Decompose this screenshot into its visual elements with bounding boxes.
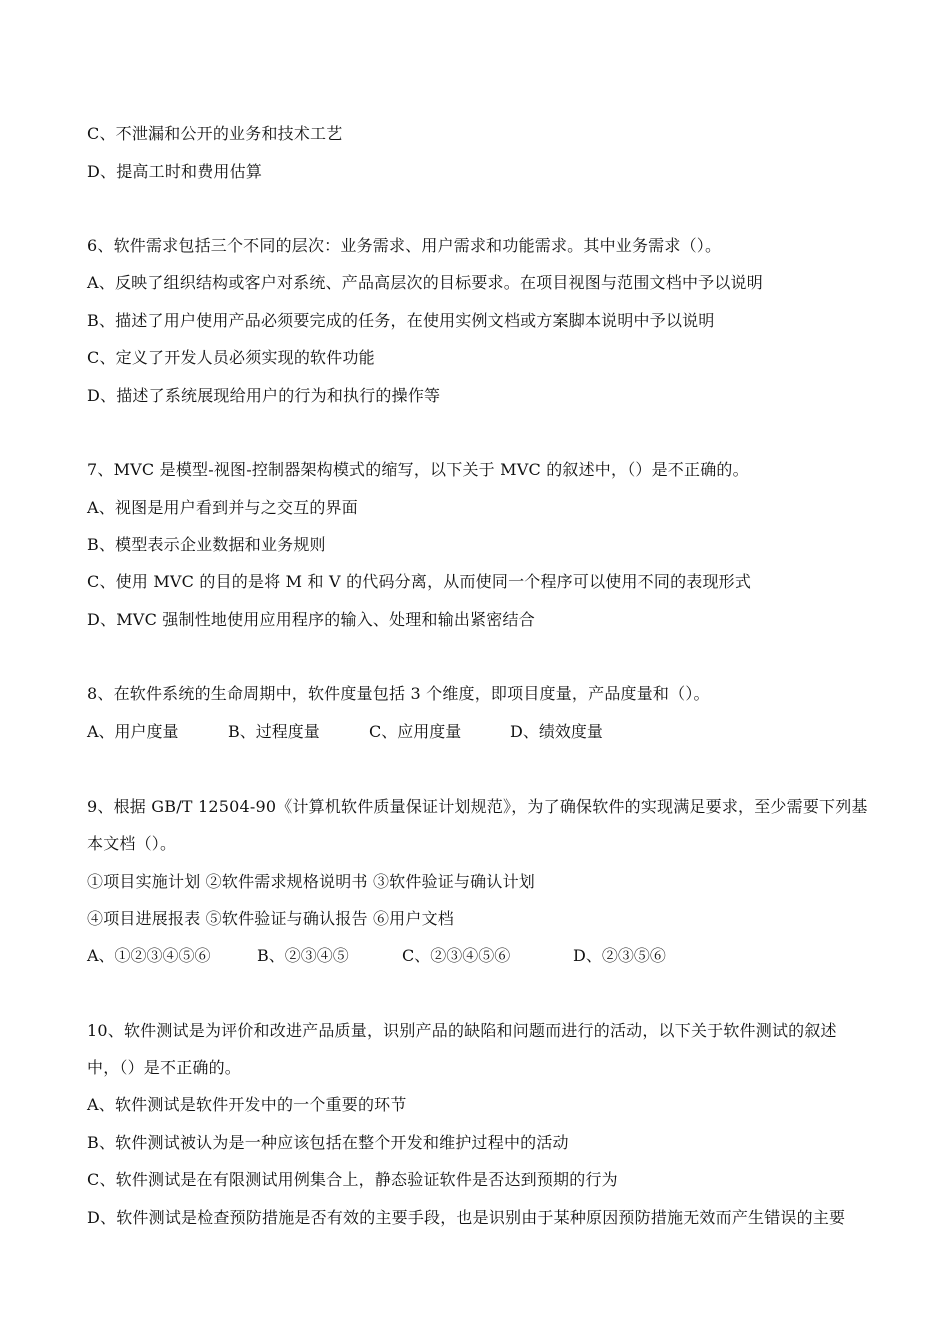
q7-option-a: A、视图是用户看到并与之交互的界面 (87, 498, 358, 517)
q8-option-c: C、应用度量 (369, 722, 462, 741)
q10-stem-line2: 中，（）是不正确的。 (87, 1058, 242, 1077)
prev-question-option-c: C、不泄漏和公开的业务和技术工艺 (87, 124, 343, 143)
q7-option-d: D、MVC 强制性地使用应用程序的输入、处理和输出紧密结合 (87, 610, 535, 629)
q10-option-b: B、软件测试被认为是一种应该包括在整个开发和维护过程中的活动 (87, 1133, 569, 1152)
q9-stem-line2: 本文档（）。 (87, 834, 177, 853)
q10-option-c: C、软件测试是在有限测试用例集合上，静态验证软件是否达到预期的行为 (87, 1170, 618, 1189)
q6-option-b: B、描述了用户使用产品必须要完成的任务，在使用实例文档或方案脚本说明中予以说明 (87, 311, 715, 330)
q9-stem-line1: 9、根据 GB/T 12504-90《计算机软件质量保证计划规范》，为了确保软件的实现满足要求，至少需要下列基 (87, 797, 868, 816)
q6-option-d: D、描述了系统展现给用户的行为和执行的操作等 (87, 386, 441, 405)
q8-stem: 8、在软件系统的生命周期中，软件度量包括 3 个维度，即项目度量，产品度量和（）。 (87, 684, 710, 703)
q9-option-b: B、②③④⑤ (257, 946, 349, 965)
q6-option-c: C、定义了开发人员必须实现的软件功能 (87, 348, 375, 367)
q9-option-c: C、②③④⑤⑥ (402, 946, 511, 965)
q7-option-c: C、使用 MVC 的目的是将 M 和 V 的代码分离，从而使同一个程序可以使用不同的表现形式 (87, 572, 752, 591)
q9-option-d: D、②③⑤⑥ (573, 946, 666, 965)
q7-option-b: B、模型表示企业数据和业务规则 (87, 535, 326, 554)
prev-question-option-d: D、提高工时和费用估算 (87, 162, 263, 181)
q6-stem: 6、软件需求包括三个不同的层次：业务需求、用户需求和功能需求。其中业务需求（）。 (87, 236, 722, 255)
q9-docs-line2: ④项目进展报表 ⑤软件验证与确认报告 ⑥用户文档 (87, 909, 454, 928)
q9-docs-line1: ①项目实施计划 ②软件需求规格说明书 ③软件验证与确认计划 (87, 872, 535, 891)
q8-option-d: D、绩效度量 (510, 722, 603, 741)
q10-option-d: D、软件测试是检查预防措施是否有效的主要手段，也是识别由于某种原因预防措施无效而产生错误的主要 (87, 1208, 846, 1227)
q8-option-a: A、用户度量 (87, 722, 179, 741)
q10-option-a: A、软件测试是软件开发中的一个重要的环节 (87, 1095, 407, 1114)
q6-option-a: A、反映了组织结构或客户对系统、产品高层次的目标要求。在项目视图与范围文档中予以说明 (87, 273, 763, 292)
q9-option-a: A、①②③④⑤⑥ (87, 946, 211, 965)
q7-stem: 7、MVC 是模型-视图-控制器架构模式的缩写，以下关于 MVC 的叙述中，（）是不正确的。 (87, 460, 749, 479)
q10-stem-line1: 10、软件测试是为评价和改进产品质量，识别产品的缺陷和问题而进行的活动，以下关于软件测试的叙述 (87, 1021, 837, 1040)
q8-option-b: B、过程度量 (228, 722, 320, 741)
